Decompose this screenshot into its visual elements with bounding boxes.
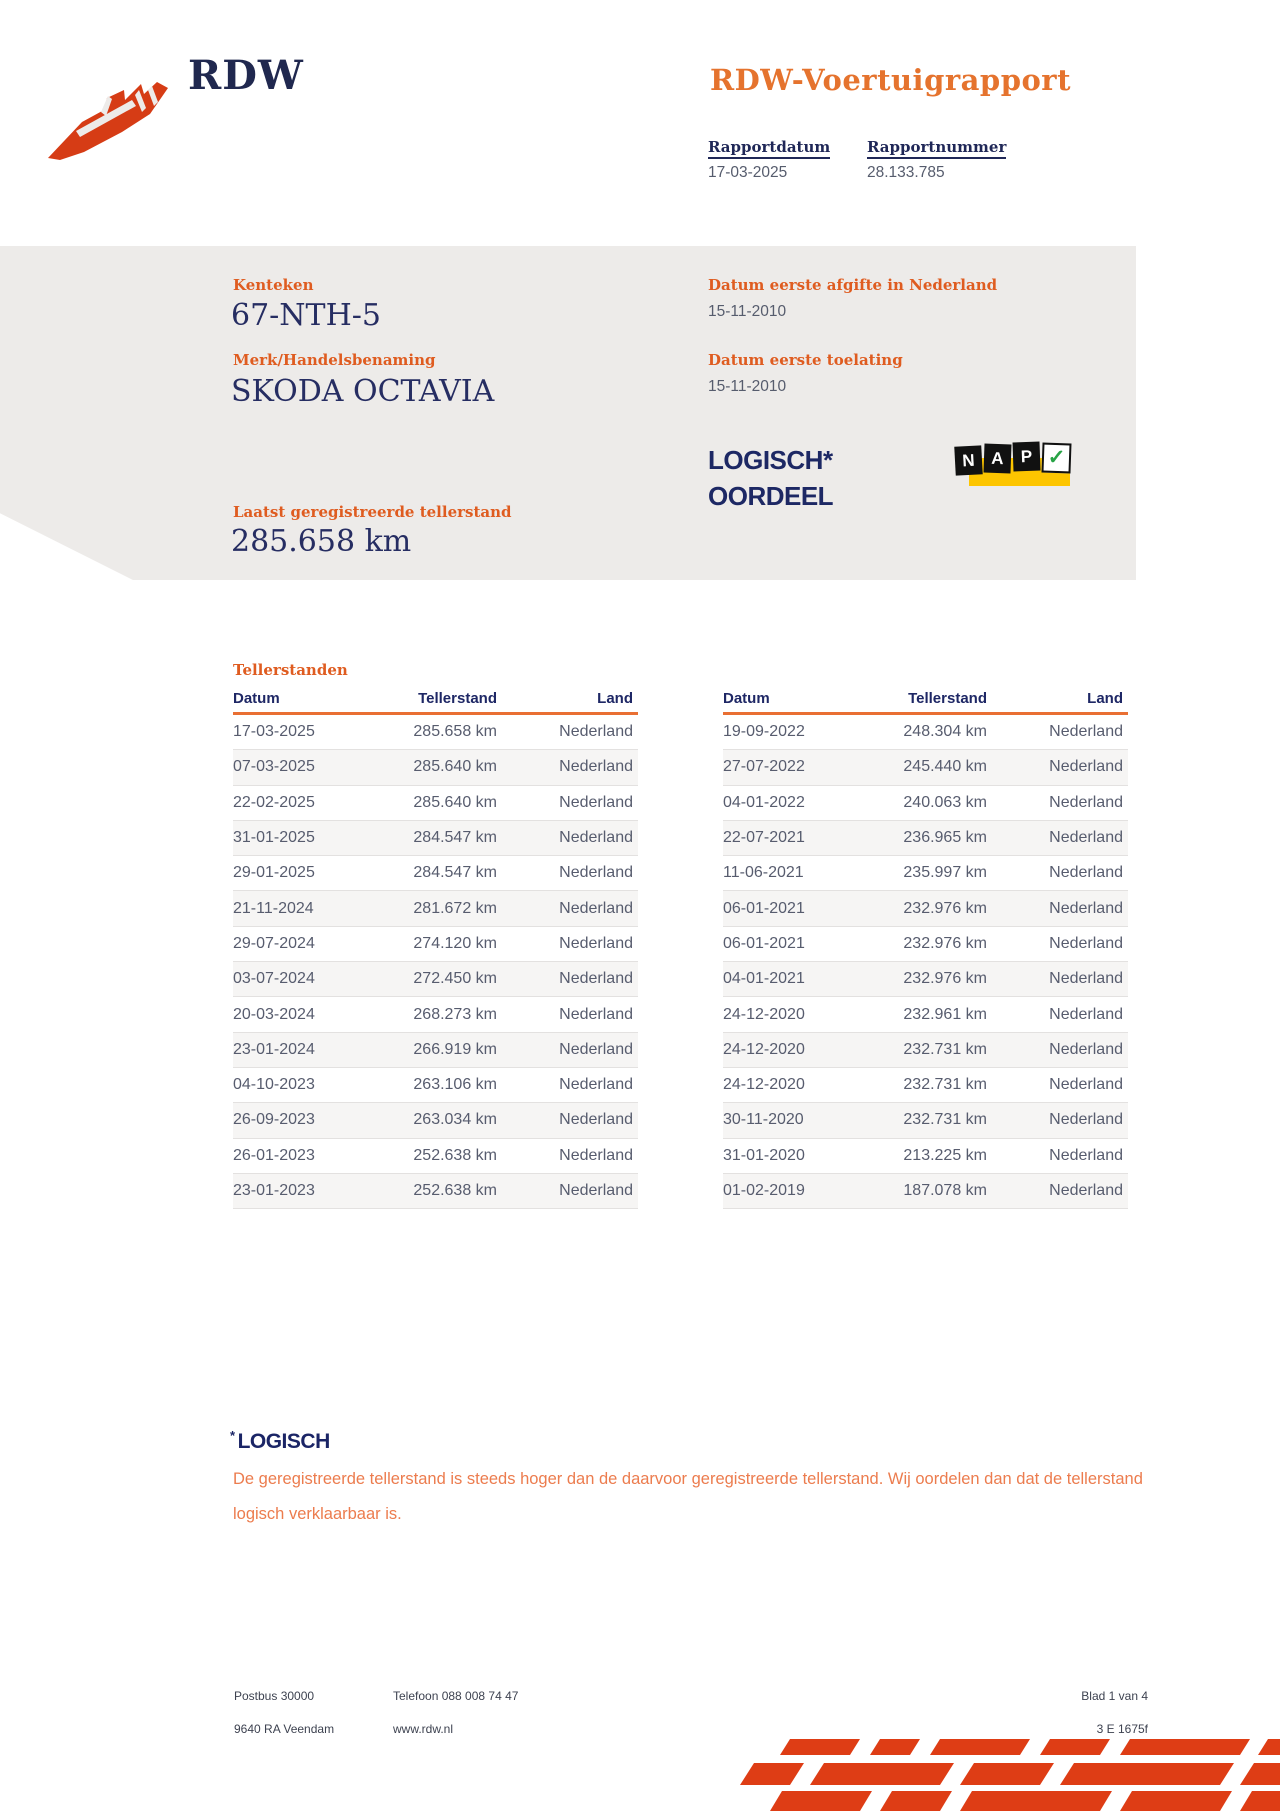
cell-datum: 26-01-2023 bbox=[233, 1146, 315, 1164]
cell-tellerstand: 285.658 km bbox=[413, 723, 497, 741]
table-row bbox=[723, 856, 1128, 891]
cell-datum: 04-01-2021 bbox=[723, 970, 805, 988]
cell-land: Nederland bbox=[559, 1146, 633, 1164]
column-header-tellerstand: Tellerstand bbox=[418, 690, 497, 707]
table-header bbox=[723, 690, 1128, 715]
table-row bbox=[723, 927, 1128, 962]
cell-tellerstand: 272.450 km bbox=[413, 970, 497, 988]
cell-tellerstand: 245.440 km bbox=[903, 758, 987, 776]
cell-datum: 22-02-2025 bbox=[233, 793, 315, 811]
toelating-value: 15-11-2010 bbox=[708, 378, 787, 395]
cell-datum: 11-06-2021 bbox=[723, 864, 804, 882]
logisch-explanation: De geregistreerde tellerstand is steeds hoger dan de daarvoor geregistreerde tellerstand. Wij oordelen dan dat de tellerstand logisch verklaarbaar is. bbox=[233, 1470, 1143, 1523]
table-row bbox=[233, 1139, 638, 1174]
cell-datum: 17-03-2025 bbox=[233, 723, 315, 741]
table-row bbox=[723, 997, 1128, 1032]
cell-tellerstand: 232.976 km bbox=[903, 934, 987, 952]
table-row bbox=[723, 821, 1128, 856]
cell-land: Nederland bbox=[1049, 1040, 1123, 1058]
cell-tellerstand: 232.976 km bbox=[903, 970, 987, 988]
cell-datum: 26-09-2023 bbox=[233, 1111, 315, 1129]
laatste-tellerstand-value: 285.658 km bbox=[231, 524, 412, 559]
footer-row-1 bbox=[234, 1689, 1148, 1703]
table-row bbox=[723, 1068, 1128, 1103]
footer-postbus: Postbus 30000 bbox=[234, 1689, 315, 1703]
column-header-datum: Datum bbox=[723, 690, 770, 707]
table-row bbox=[233, 1068, 638, 1103]
cell-land: Nederland bbox=[559, 793, 633, 811]
cell-land: Nederland bbox=[559, 934, 633, 952]
cell-tellerstand: 232.961 km bbox=[903, 1005, 987, 1023]
cell-datum: 29-01-2025 bbox=[233, 864, 315, 882]
footer-website: www.rdw.nl bbox=[393, 1722, 454, 1736]
cell-land: Nederland bbox=[559, 758, 633, 776]
nap-letter-tile: P bbox=[1013, 442, 1041, 472]
cell-land: Nederland bbox=[1049, 758, 1123, 776]
report-date-label: Rapportdatum bbox=[708, 138, 830, 159]
cell-land: Nederland bbox=[1049, 723, 1123, 741]
merk-value: SKODA OCTAVIA bbox=[231, 374, 495, 409]
column-header-land: Land bbox=[1087, 690, 1123, 707]
cell-tellerstand: 274.120 km bbox=[413, 934, 497, 952]
laatste-tellerstand-label: Laatst geregistreerde tellerstand bbox=[233, 503, 512, 521]
cell-land: Nederland bbox=[559, 1040, 633, 1058]
tellerstanden-table-right bbox=[723, 690, 1128, 1209]
toelating-label: Datum eerste toelating bbox=[708, 351, 903, 369]
nap-letter-tile: A bbox=[984, 444, 1012, 474]
footer-row-2 bbox=[234, 1722, 1148, 1736]
cell-datum: 31-01-2020 bbox=[723, 1146, 805, 1164]
tellerstanden-table-left bbox=[233, 690, 638, 1209]
cell-land: Nederland bbox=[559, 1182, 633, 1199]
table-header bbox=[233, 690, 638, 715]
table-row bbox=[233, 715, 638, 750]
table-row bbox=[233, 962, 638, 997]
oordeel-line1: LOGISCH* bbox=[708, 445, 833, 475]
cell-land: Nederland bbox=[559, 1111, 633, 1129]
cell-land: Nederland bbox=[1049, 829, 1123, 847]
cell-land: Nederland bbox=[1049, 1182, 1123, 1199]
logisch-heading-text: LOGISCH bbox=[237, 1430, 330, 1453]
cell-tellerstand: 235.997 km bbox=[903, 864, 987, 882]
cell-datum: 01-02-2019 bbox=[723, 1182, 805, 1199]
kenteken-label: Kenteken bbox=[233, 276, 314, 294]
cell-tellerstand: 232.731 km bbox=[903, 1040, 987, 1058]
cell-land: Nederland bbox=[1049, 1146, 1123, 1164]
table-row bbox=[723, 962, 1128, 997]
cell-datum: 06-01-2021 bbox=[723, 934, 805, 952]
cell-tellerstand: 285.640 km bbox=[413, 793, 497, 811]
cell-tellerstand: 240.063 km bbox=[903, 793, 987, 811]
table-row bbox=[723, 1174, 1128, 1209]
footer-phone: Telefoon 088 008 74 47 bbox=[393, 1689, 519, 1703]
cell-datum: 24-12-2020 bbox=[723, 1005, 805, 1023]
merk-label: Merk/Handelsbenaming bbox=[233, 351, 436, 369]
oordeel-verdict bbox=[708, 442, 833, 514]
cell-datum: 07-03-2025 bbox=[233, 758, 315, 776]
cell-tellerstand: 266.919 km bbox=[413, 1040, 497, 1058]
cell-datum: 27-07-2022 bbox=[723, 758, 805, 776]
cell-land: Nederland bbox=[1049, 934, 1123, 952]
cell-tellerstand: 263.034 km bbox=[413, 1111, 497, 1129]
table-row bbox=[723, 1033, 1128, 1068]
cell-tellerstand: 284.547 km bbox=[413, 829, 497, 847]
logisch-heading bbox=[230, 1428, 330, 1454]
footer-page-number: Blad 1 van 4 bbox=[1081, 1689, 1148, 1703]
report-number-label: Rapportnummer bbox=[867, 138, 1006, 159]
page-title: RDW-Voertuigrapport bbox=[710, 63, 1071, 97]
cell-tellerstand: 236.965 km bbox=[903, 829, 987, 847]
table-row bbox=[233, 750, 638, 785]
cell-land: Nederland bbox=[1049, 1076, 1123, 1094]
cell-land: Nederland bbox=[1049, 864, 1123, 882]
cell-land: Nederland bbox=[559, 970, 633, 988]
asterisk-mark: * bbox=[230, 1428, 235, 1443]
cell-tellerstand: 232.976 km bbox=[903, 899, 987, 917]
table-row bbox=[723, 750, 1128, 785]
kenteken-value: 67-NTH-5 bbox=[231, 298, 381, 333]
rdw-wing-icon bbox=[46, 74, 174, 160]
cell-tellerstand: 187.078 km bbox=[903, 1182, 987, 1199]
cell-datum: 31-01-2025 bbox=[233, 829, 315, 847]
cell-datum: 24-12-2020 bbox=[723, 1040, 805, 1058]
table-row bbox=[723, 891, 1128, 926]
cell-datum: 30-11-2020 bbox=[723, 1111, 804, 1129]
cell-tellerstand: 281.672 km bbox=[413, 899, 497, 917]
nap-checkmark-icon: ✓ bbox=[1041, 443, 1071, 474]
cell-datum: 20-03-2024 bbox=[233, 1005, 315, 1023]
report-number-value: 28.133.785 bbox=[867, 164, 945, 181]
cell-land: Nederland bbox=[1049, 1111, 1123, 1129]
table-row bbox=[723, 1103, 1128, 1138]
cell-tellerstand: 252.638 km bbox=[413, 1182, 497, 1199]
table-row bbox=[233, 821, 638, 856]
table-row bbox=[233, 1033, 638, 1068]
table-row bbox=[233, 856, 638, 891]
cell-tellerstand: 232.731 km bbox=[903, 1111, 987, 1129]
table-row bbox=[233, 786, 638, 821]
cell-land: Nederland bbox=[559, 829, 633, 847]
rdw-logo-text: RDW bbox=[188, 52, 304, 99]
rdw-stripes-decoration bbox=[740, 1739, 1280, 1811]
footer-form-code: 3 E 1675f bbox=[1096, 1722, 1148, 1736]
cell-land: Nederland bbox=[559, 723, 633, 741]
cell-tellerstand: 232.731 km bbox=[903, 1076, 987, 1094]
table-row bbox=[723, 715, 1128, 750]
cell-datum: 21-11-2024 bbox=[233, 899, 314, 917]
report-date-value: 17-03-2025 bbox=[708, 164, 788, 181]
afgifte-value: 15-11-2010 bbox=[708, 303, 787, 320]
cell-datum: 04-01-2022 bbox=[723, 793, 805, 811]
nap-letter-tile: N bbox=[954, 445, 982, 475]
cell-land: Nederland bbox=[1049, 899, 1123, 917]
footer-city: 9640 RA Veendam bbox=[234, 1722, 335, 1736]
cell-datum: 03-07-2024 bbox=[233, 970, 315, 988]
cell-tellerstand: 285.640 km bbox=[413, 758, 497, 776]
table-row bbox=[723, 786, 1128, 821]
tellerstanden-section-title: Tellerstanden bbox=[233, 661, 348, 679]
cell-datum: 23-01-2023 bbox=[233, 1182, 315, 1199]
column-header-land: Land bbox=[597, 690, 633, 707]
table-row bbox=[233, 891, 638, 926]
cell-land: Nederland bbox=[1049, 970, 1123, 988]
cell-datum: 24-12-2020 bbox=[723, 1076, 805, 1094]
cell-land: Nederland bbox=[559, 864, 633, 882]
oordeel-line2: OORDEEL bbox=[708, 481, 834, 511]
cell-tellerstand: 284.547 km bbox=[413, 864, 497, 882]
cell-datum: 29-07-2024 bbox=[233, 934, 315, 952]
cell-datum: 22-07-2021 bbox=[723, 829, 805, 847]
cell-tellerstand: 213.225 km bbox=[903, 1146, 987, 1164]
cell-datum: 19-09-2022 bbox=[723, 723, 805, 741]
table-row bbox=[233, 927, 638, 962]
cell-tellerstand: 263.106 km bbox=[413, 1076, 497, 1094]
cell-datum: 04-10-2023 bbox=[233, 1076, 315, 1094]
table-row bbox=[233, 997, 638, 1032]
cell-land: Nederland bbox=[559, 1076, 633, 1094]
afgifte-label: Datum eerste afgifte in Nederland bbox=[708, 276, 998, 294]
column-header-datum: Datum bbox=[233, 690, 280, 707]
column-header-tellerstand: Tellerstand bbox=[908, 690, 987, 707]
cell-land: Nederland bbox=[1049, 1005, 1123, 1023]
cell-tellerstand: 248.304 km bbox=[903, 723, 987, 741]
cell-datum: 06-01-2021 bbox=[723, 899, 805, 917]
cell-tellerstand: 268.273 km bbox=[413, 1005, 497, 1023]
table-row bbox=[723, 1139, 1128, 1174]
cell-tellerstand: 252.638 km bbox=[413, 1146, 497, 1164]
table-row bbox=[233, 1174, 638, 1209]
table-row bbox=[233, 1103, 638, 1138]
nap-logo bbox=[955, 441, 1075, 493]
cell-land: Nederland bbox=[559, 899, 633, 917]
vehicle-summary-panel bbox=[0, 246, 1136, 580]
cell-land: Nederland bbox=[1049, 793, 1123, 811]
cell-datum: 23-01-2024 bbox=[233, 1040, 315, 1058]
cell-land: Nederland bbox=[559, 1005, 633, 1023]
